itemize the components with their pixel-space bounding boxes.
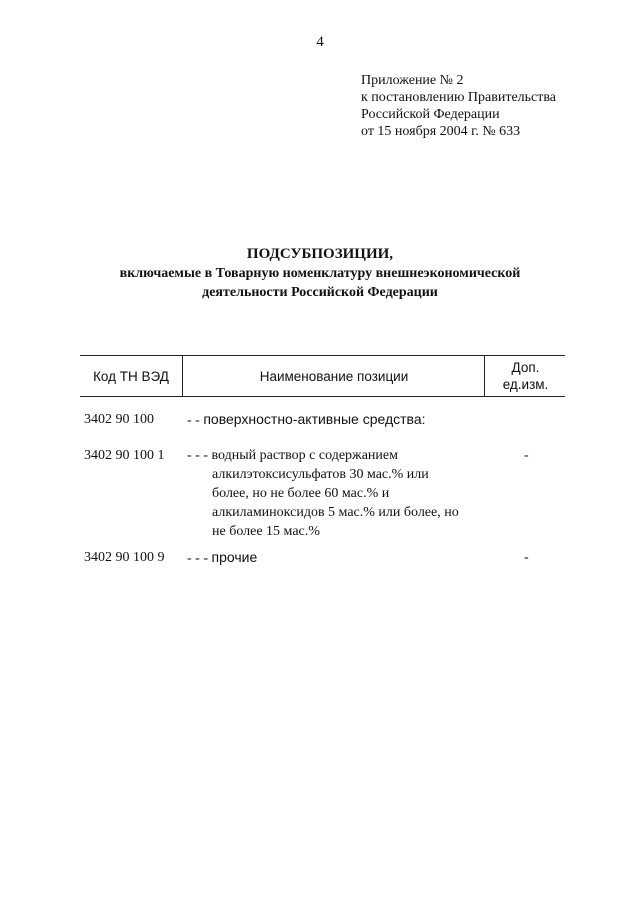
header-unit-line-1: Доп. (511, 360, 540, 375)
row-code: 3402 90 100 9 (84, 550, 165, 565)
row-code: 3402 90 100 1 (84, 448, 165, 463)
annex-block (361, 72, 556, 140)
row-name-line: алкилэтоксисульфатов 30 мас.% или (212, 467, 429, 482)
header-code: Код ТН ВЭД (93, 368, 169, 384)
row-unit: - (524, 550, 529, 565)
row-description (187, 548, 487, 568)
row-dashes: - - (187, 413, 200, 428)
row-dashes: - - - (187, 448, 208, 463)
row-description (187, 410, 487, 430)
header-unit (484, 356, 566, 396)
heading-subtitle-2: деятельности Российской Федерации (202, 285, 438, 300)
row-name-first: водный раствор с содержанием (211, 448, 398, 463)
row-name-line: алкиламиноксидов 5 мас.% или более, но (212, 505, 459, 520)
annex-line-4: от 15 ноября 2004 г. № 633 (361, 124, 521, 139)
row-name: поверхностно-активные средства: (203, 411, 426, 427)
row-name-line: не более 15 мас.% (212, 524, 320, 539)
row-name-line: более, но не более 60 мас.% и (212, 486, 390, 501)
annex-line-1: Приложение № 2 (361, 73, 464, 88)
row-description (187, 446, 487, 541)
header-name: Наименование позиции (182, 356, 485, 396)
row-code: 3402 90 100 (84, 412, 154, 427)
annex-line-3: Российской Федерации (361, 107, 500, 122)
row-name: прочие (211, 549, 258, 565)
row-unit: - (524, 448, 529, 463)
annex-line-2: к постановлению Правительства (361, 90, 557, 105)
document-heading (0, 244, 640, 302)
header-unit-line-2: ед.изм. (502, 377, 549, 392)
heading-subtitle-1: включаемые в Товарную номенклатуру внешнеэкономической (119, 266, 521, 281)
table-header (80, 355, 565, 397)
page-number: 4 (316, 34, 324, 50)
heading-title: ПОДСУБПОЗИЦИИ, (246, 246, 394, 262)
row-dashes: - - - (187, 551, 208, 566)
